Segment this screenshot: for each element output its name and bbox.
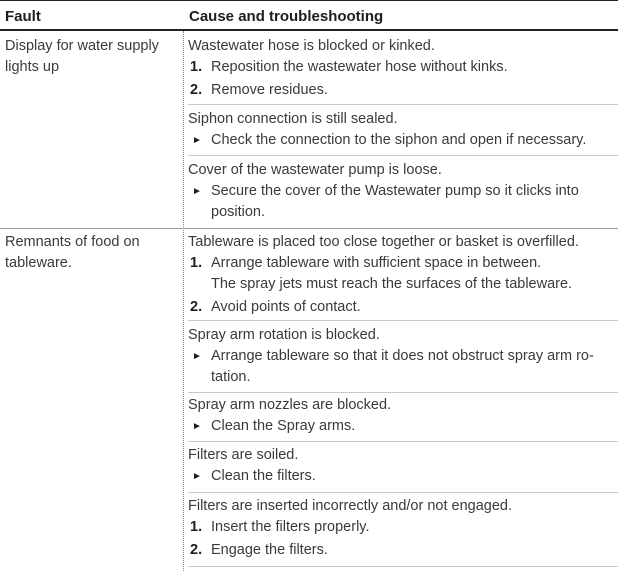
- step-number: 1.: [190, 255, 203, 271]
- cause-text: Spray arm rotation is blocked.: [188, 327, 380, 343]
- step-text: Clean the filters.: [211, 468, 316, 484]
- fault-label: Display for water supply lights up: [5, 38, 159, 75]
- row-divider: [188, 155, 618, 156]
- header-fault: Fault: [5, 8, 41, 25]
- step-item: [188, 57, 618, 78]
- cause-cell: [188, 395, 618, 437]
- step-item: [188, 346, 618, 388]
- step-item: [188, 80, 618, 101]
- row-divider: [188, 566, 618, 567]
- cause-cell: [188, 232, 618, 318]
- row-divider: [188, 492, 618, 493]
- cause-text: Siphon connection is still sealed.: [188, 111, 398, 127]
- header-cause: Cause and troubleshooting: [189, 8, 384, 25]
- arrow-bullet-icon: ►: [192, 135, 202, 146]
- fault-divider: [0, 228, 618, 229]
- fault-label: Remnants of food on tableware.: [5, 234, 140, 271]
- cause-cell: [188, 445, 618, 487]
- cause-text: Wastewater hose is blocked or kinked.: [188, 38, 435, 54]
- step-text: Arrange tableware with sufficient space in between.: [211, 255, 542, 271]
- arrow-bullet-icon: ►: [192, 421, 202, 432]
- cause-text: Spray arm nozzles are blocked.: [188, 397, 392, 413]
- step-text: Remove residues.: [211, 82, 328, 98]
- step-text-continued: tation.: [211, 369, 251, 385]
- step-number: 2.: [190, 299, 203, 315]
- cause-cell: [188, 109, 618, 151]
- step-number: 2.: [190, 542, 203, 558]
- cause-text: Cover of the wastewater pump is loose.: [188, 162, 442, 178]
- step-text: Check the connection to the siphon and open if necessary.: [211, 132, 587, 148]
- cause-cell: [188, 36, 618, 101]
- step-number: 1.: [190, 519, 203, 535]
- step-item: [188, 130, 618, 151]
- table-header: [0, 0, 618, 31]
- step-text: Secure the cover of the Wastewater pump so it clicks into position.: [211, 183, 579, 220]
- step-item: [188, 181, 601, 223]
- row-divider: [188, 392, 618, 393]
- arrow-bullet-icon: ►: [192, 471, 202, 482]
- step-item: [188, 517, 618, 538]
- cause-cell: [188, 325, 618, 388]
- cause-text: Filters are inserted incorrectly and/or not engaged.: [188, 498, 513, 514]
- step-text-continued: The spray jets must reach the surfaces of the tableware.: [211, 276, 573, 292]
- step-text: Reposition the wastewater hose without kinks.: [211, 59, 508, 75]
- row-divider: [188, 320, 618, 321]
- row-divider: [188, 104, 618, 105]
- cause-cell: [188, 496, 618, 561]
- step-number: 2.: [190, 82, 203, 98]
- cause-cell: [188, 160, 618, 223]
- arrow-bullet-icon: ►: [192, 186, 202, 197]
- column-divider: [183, 31, 184, 571]
- row-divider: [188, 441, 618, 442]
- arrow-bullet-icon: ►: [192, 351, 202, 362]
- step-item: [188, 416, 618, 437]
- step-number: 1.: [190, 59, 203, 75]
- step-text: Clean the Spray arms.: [211, 418, 356, 434]
- step-item: [188, 297, 618, 318]
- step-text: Insert the filters properly.: [211, 519, 370, 535]
- step-text: Engage the filters.: [211, 542, 328, 558]
- cause-text: Tableware is placed too close together or basket is overfilled.: [188, 234, 579, 250]
- step-text: Avoid points of contact.: [211, 299, 361, 315]
- step-text: Arrange tableware so that it does not obstruct spray arm ro-: [211, 348, 594, 364]
- step-item: [188, 540, 618, 561]
- cause-text: Filters are soiled.: [188, 447, 299, 463]
- step-item: [188, 253, 618, 295]
- step-item: [188, 466, 618, 487]
